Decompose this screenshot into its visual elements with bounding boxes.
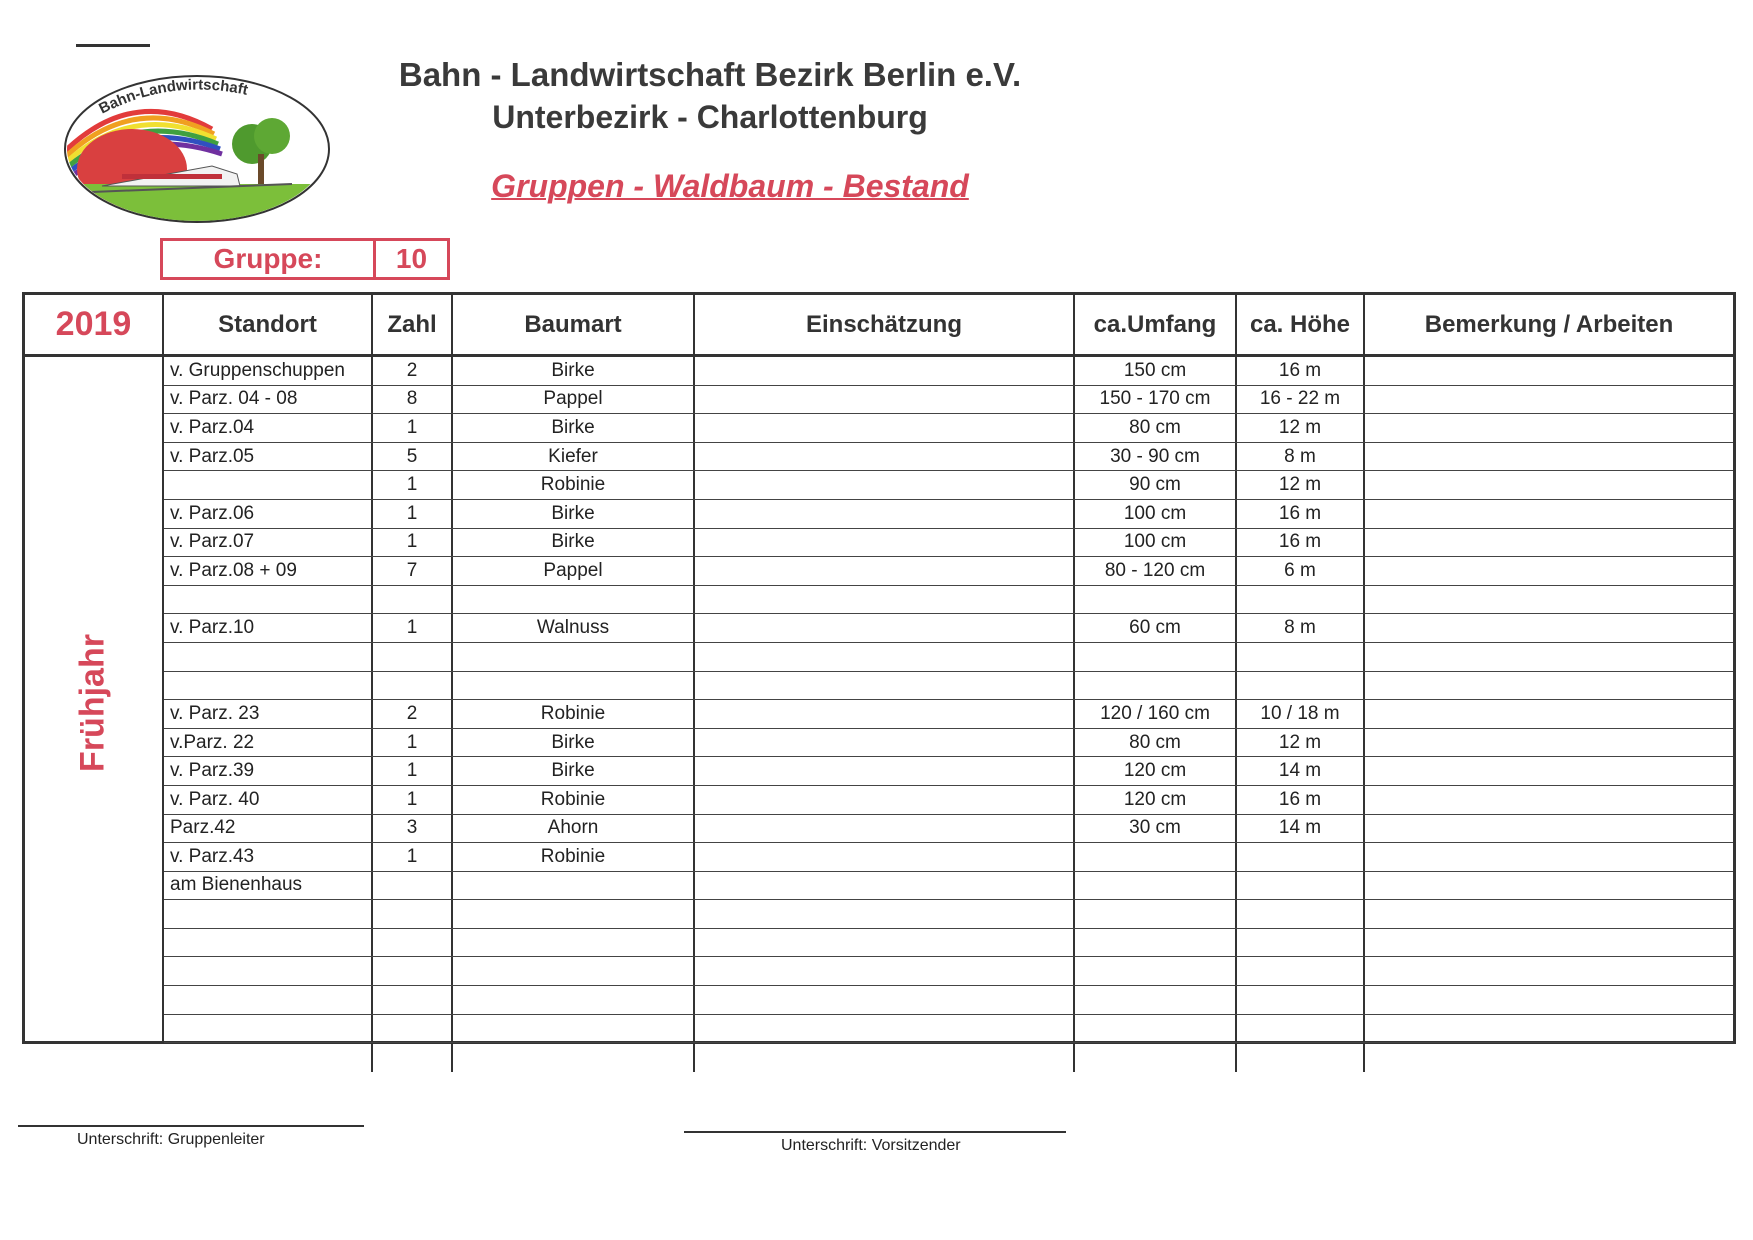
cell-baumart xyxy=(453,586,695,614)
cell-hoehe: 12 m xyxy=(1237,471,1365,499)
cell-zahl xyxy=(373,1043,453,1072)
cell-einschaetzung xyxy=(695,786,1075,814)
cell-standort: v. Parz.06 xyxy=(164,500,373,528)
cell-umfang: 120 cm xyxy=(1075,757,1237,785)
cell-umfang: 80 cm xyxy=(1075,729,1237,757)
cell-standort: v. Parz.39 xyxy=(164,757,373,785)
cell-zahl xyxy=(373,986,453,1014)
cell-einschaetzung xyxy=(695,443,1075,471)
cell-baumart: Birke xyxy=(453,529,695,557)
cell-zahl xyxy=(373,929,453,957)
cell-standort: v. Parz.10 xyxy=(164,614,373,642)
cell-umfang: 80 cm xyxy=(1075,414,1237,442)
cell-hoehe: 8 m xyxy=(1237,443,1365,471)
cell-hoehe xyxy=(1237,1043,1365,1072)
cell-baumart xyxy=(453,1043,695,1072)
cell-standort xyxy=(164,986,373,1014)
cell-zahl: 1 xyxy=(373,414,453,442)
table-row xyxy=(164,672,1733,701)
cell-baumart xyxy=(453,872,695,900)
column-header-baumart: Baumart xyxy=(453,295,695,354)
cell-standort: v. Parz.05 xyxy=(164,443,373,471)
bahn-landwirtschaft-logo xyxy=(62,74,332,224)
column-header-bemerkung: Bemerkung / Arbeiten xyxy=(1424,310,1674,338)
cell-hoehe xyxy=(1237,900,1365,928)
cell-umfang xyxy=(1075,586,1237,614)
cell-standort xyxy=(164,471,373,499)
cell-einschaetzung xyxy=(695,672,1075,700)
cell-bemerkung xyxy=(1365,786,1733,814)
table-header-row xyxy=(164,295,1733,357)
cell-bemerkung xyxy=(1365,729,1733,757)
cell-standort: v. Parz. 23 xyxy=(164,700,373,728)
cell-standort: am Bienenhaus xyxy=(164,872,373,900)
cell-zahl: 1 xyxy=(373,529,453,557)
cell-zahl xyxy=(373,586,453,614)
cell-hoehe: 16 m xyxy=(1237,529,1365,557)
cell-einschaetzung xyxy=(695,557,1075,585)
cell-baumart: Ahorn xyxy=(453,815,695,843)
table-row xyxy=(164,643,1733,672)
cell-standort: v. Parz. 40 xyxy=(164,786,373,814)
cell-hoehe: 6 m xyxy=(1237,557,1365,585)
cell-hoehe xyxy=(1237,957,1365,985)
cell-bemerkung xyxy=(1365,929,1733,957)
cell-bemerkung xyxy=(1365,986,1733,1014)
logo-text: Bahn-Landwirtschaft xyxy=(96,76,250,118)
cell-zahl: 1 xyxy=(373,757,453,785)
cell-einschaetzung xyxy=(695,643,1075,671)
table-row xyxy=(164,529,1733,558)
signature-label-group-leader: Unterschrift: Gruppenleiter xyxy=(77,1131,265,1148)
cell-baumart xyxy=(453,929,695,957)
cell-bemerkung xyxy=(1365,443,1733,471)
cell-bemerkung xyxy=(1365,900,1733,928)
cell-bemerkung xyxy=(1365,957,1733,985)
cell-umfang: 100 cm xyxy=(1075,529,1237,557)
cell-umfang: 60 cm xyxy=(1075,614,1237,642)
document-title: Gruppen - Waldbaum - Bestand xyxy=(491,168,969,204)
cell-umfang xyxy=(1075,672,1237,700)
group-box xyxy=(160,238,450,280)
cell-umfang: 80 - 120 cm xyxy=(1075,557,1237,585)
cell-baumart: Birke xyxy=(453,729,695,757)
column-header-hoehe: ca. Höhe xyxy=(1237,295,1365,354)
season-cell xyxy=(25,357,164,1041)
table-row xyxy=(164,471,1733,500)
cell-zahl: 2 xyxy=(373,357,453,385)
table-row xyxy=(164,900,1733,929)
cell-hoehe: 16 m xyxy=(1237,786,1365,814)
cell-zahl xyxy=(373,643,453,671)
inventory-table xyxy=(22,292,1736,1044)
cell-einschaetzung xyxy=(695,757,1075,785)
cell-einschaetzung xyxy=(695,471,1075,499)
cell-standort xyxy=(164,643,373,671)
column-header-umfang: ca.Umfang xyxy=(1075,295,1237,354)
cell-umfang: 30 cm xyxy=(1075,815,1237,843)
cell-standort: v. Parz.43 xyxy=(164,843,373,871)
cell-bemerkung xyxy=(1365,700,1733,728)
column-header-zahl: Zahl xyxy=(373,295,453,354)
cell-bemerkung xyxy=(1365,872,1733,900)
table-row xyxy=(164,614,1733,643)
table-body xyxy=(164,357,1733,1072)
cell-einschaetzung xyxy=(695,957,1075,985)
cell-umfang xyxy=(1075,1015,1237,1043)
cell-baumart: Birke xyxy=(453,414,695,442)
table-row xyxy=(164,586,1733,615)
cell-bemerkung xyxy=(1365,1043,1733,1072)
cell-einschaetzung xyxy=(695,529,1075,557)
cell-hoehe: 16 m xyxy=(1237,357,1365,385)
cell-hoehe: 8 m xyxy=(1237,614,1365,642)
cell-hoehe: 14 m xyxy=(1237,815,1365,843)
cell-einschaetzung xyxy=(695,500,1075,528)
cell-baumart xyxy=(453,957,695,985)
table-row xyxy=(164,557,1733,586)
cell-bemerkung xyxy=(1365,414,1733,442)
cell-standort xyxy=(164,900,373,928)
cell-baumart xyxy=(453,986,695,1014)
table-row xyxy=(164,386,1733,415)
cell-umfang: 100 cm xyxy=(1075,500,1237,528)
cell-baumart: Robinie xyxy=(453,843,695,871)
cell-hoehe: 16 - 22 m xyxy=(1237,386,1365,414)
cell-zahl xyxy=(373,900,453,928)
cell-einschaetzung xyxy=(695,1043,1075,1072)
cell-umfang xyxy=(1075,957,1237,985)
cell-zahl: 2 xyxy=(373,700,453,728)
cell-einschaetzung xyxy=(695,586,1075,614)
cell-standort: v. Parz.07 xyxy=(164,529,373,557)
cell-einschaetzung xyxy=(695,843,1075,871)
cell-zahl: 7 xyxy=(373,557,453,585)
cell-hoehe xyxy=(1237,929,1365,957)
cell-umfang xyxy=(1075,900,1237,928)
cell-bemerkung xyxy=(1365,672,1733,700)
cell-baumart: Birke xyxy=(453,357,695,385)
cell-zahl xyxy=(373,872,453,900)
cell-umfang: 120 / 160 cm xyxy=(1075,700,1237,728)
cell-umfang: 150 - 170 cm xyxy=(1075,386,1237,414)
cell-bemerkung xyxy=(1365,586,1733,614)
cell-standort xyxy=(164,929,373,957)
table-row xyxy=(164,443,1733,472)
table-row xyxy=(164,929,1733,958)
cell-baumart xyxy=(453,643,695,671)
cell-hoehe xyxy=(1237,1015,1365,1043)
cell-zahl: 5 xyxy=(373,443,453,471)
cell-baumart: Pappel xyxy=(453,557,695,585)
cell-zahl xyxy=(373,1015,453,1043)
signature-label-chairman: Unterschrift: Vorsitzender xyxy=(781,1137,961,1154)
group-value: 10 xyxy=(395,243,428,274)
cell-einschaetzung xyxy=(695,872,1075,900)
cell-standort: v. Parz. 04 - 08 xyxy=(164,386,373,414)
cell-bemerkung xyxy=(1365,614,1733,642)
cell-standort xyxy=(164,1043,373,1072)
cell-zahl xyxy=(373,957,453,985)
cell-einschaetzung xyxy=(695,357,1075,385)
table-row xyxy=(164,414,1733,443)
cell-zahl: 3 xyxy=(373,815,453,843)
cell-standort: v. Parz.08 + 09 xyxy=(164,557,373,585)
cell-hoehe: 12 m xyxy=(1237,414,1365,442)
cell-bemerkung xyxy=(1365,471,1733,499)
cell-umfang xyxy=(1075,872,1237,900)
cell-einschaetzung xyxy=(695,614,1075,642)
year-cell: 2019 xyxy=(25,295,164,357)
season-label: Frühjahr xyxy=(73,634,112,772)
cell-umfang: 90 cm xyxy=(1075,471,1237,499)
cell-zahl: 1 xyxy=(373,843,453,871)
cell-umfang: 30 - 90 cm xyxy=(1075,443,1237,471)
cell-standort: v. Gruppenschuppen xyxy=(164,357,373,385)
signature-line-chairman xyxy=(684,1131,1066,1133)
table-row xyxy=(164,843,1733,872)
signature-line-group-leader xyxy=(18,1125,364,1127)
table-row xyxy=(164,815,1733,844)
cell-umfang: 120 cm xyxy=(1075,786,1237,814)
cell-bemerkung xyxy=(1365,386,1733,414)
cell-baumart: Kiefer xyxy=(453,443,695,471)
cell-hoehe xyxy=(1237,672,1365,700)
cell-umfang: 150 cm xyxy=(1075,357,1237,385)
cell-bemerkung xyxy=(1365,500,1733,528)
cell-hoehe xyxy=(1237,986,1365,1014)
cell-bemerkung xyxy=(1365,757,1733,785)
cell-umfang xyxy=(1075,1043,1237,1072)
table-row xyxy=(164,786,1733,815)
cell-einschaetzung xyxy=(695,414,1075,442)
cell-zahl: 1 xyxy=(373,614,453,642)
table-row xyxy=(164,729,1733,758)
cell-standort: v. Parz.04 xyxy=(164,414,373,442)
cell-einschaetzung xyxy=(695,929,1075,957)
cell-baumart: Walnuss xyxy=(453,614,695,642)
cell-zahl: 8 xyxy=(373,386,453,414)
cell-umfang xyxy=(1075,986,1237,1014)
cell-umfang xyxy=(1075,929,1237,957)
cell-einschaetzung xyxy=(695,729,1075,757)
cell-bemerkung xyxy=(1365,843,1733,871)
group-label: Gruppe: xyxy=(163,241,376,277)
cell-einschaetzung xyxy=(695,386,1075,414)
cell-einschaetzung xyxy=(695,1015,1075,1043)
cell-hoehe xyxy=(1237,872,1365,900)
cell-hoehe: 10 / 18 m xyxy=(1237,700,1365,728)
cell-einschaetzung xyxy=(695,900,1075,928)
cell-hoehe: 12 m xyxy=(1237,729,1365,757)
cell-zahl: 1 xyxy=(373,729,453,757)
cell-standort: v.Parz. 22 xyxy=(164,729,373,757)
table-row xyxy=(164,757,1733,786)
cell-baumart xyxy=(453,672,695,700)
table-row xyxy=(164,1043,1733,1072)
cell-bemerkung xyxy=(1365,643,1733,671)
cell-zahl: 1 xyxy=(373,500,453,528)
cell-umfang xyxy=(1075,843,1237,871)
cell-baumart: Birke xyxy=(453,500,695,528)
cell-standort xyxy=(164,586,373,614)
cell-baumart: Birke xyxy=(453,757,695,785)
cell-hoehe xyxy=(1237,643,1365,671)
cell-standort xyxy=(164,672,373,700)
table-row xyxy=(164,357,1733,386)
column-header-standort: Standort xyxy=(164,295,373,354)
table-row xyxy=(164,986,1733,1015)
cell-bemerkung xyxy=(1365,1015,1733,1043)
table-row xyxy=(164,1015,1733,1044)
cell-zahl: 1 xyxy=(373,471,453,499)
cell-baumart: Robinie xyxy=(453,471,695,499)
cell-baumart: Robinie xyxy=(453,700,695,728)
table-row xyxy=(164,700,1733,729)
cell-zahl: 1 xyxy=(373,786,453,814)
logo-dash-mark xyxy=(76,44,150,47)
cell-hoehe: 14 m xyxy=(1237,757,1365,785)
cell-baumart: Pappel xyxy=(453,386,695,414)
cell-einschaetzung xyxy=(695,815,1075,843)
table-row xyxy=(164,500,1733,529)
cell-bemerkung xyxy=(1365,557,1733,585)
cell-standort xyxy=(164,957,373,985)
cell-hoehe: 16 m xyxy=(1237,500,1365,528)
cell-einschaetzung xyxy=(695,986,1075,1014)
cell-zahl xyxy=(373,672,453,700)
table-row xyxy=(164,872,1733,901)
cell-bemerkung xyxy=(1365,529,1733,557)
cell-baumart: Robinie xyxy=(453,786,695,814)
cell-bemerkung xyxy=(1365,357,1733,385)
table-row xyxy=(164,957,1733,986)
cell-hoehe xyxy=(1237,843,1365,871)
cell-bemerkung xyxy=(1365,815,1733,843)
organization-title: Bahn - Landwirtschaft Bezirk Berlin e.V. xyxy=(398,56,1022,93)
cell-baumart xyxy=(453,900,695,928)
cell-standort: Parz.42 xyxy=(164,815,373,843)
cell-hoehe xyxy=(1237,586,1365,614)
cell-umfang xyxy=(1075,643,1237,671)
cell-standort xyxy=(164,1015,373,1043)
cell-einschaetzung xyxy=(695,700,1075,728)
cell-baumart xyxy=(453,1015,695,1043)
column-header-einschaetzung: Einschätzung xyxy=(695,295,1075,354)
organization-subtitle: Unterbezirk - Charlottenburg xyxy=(492,99,928,135)
